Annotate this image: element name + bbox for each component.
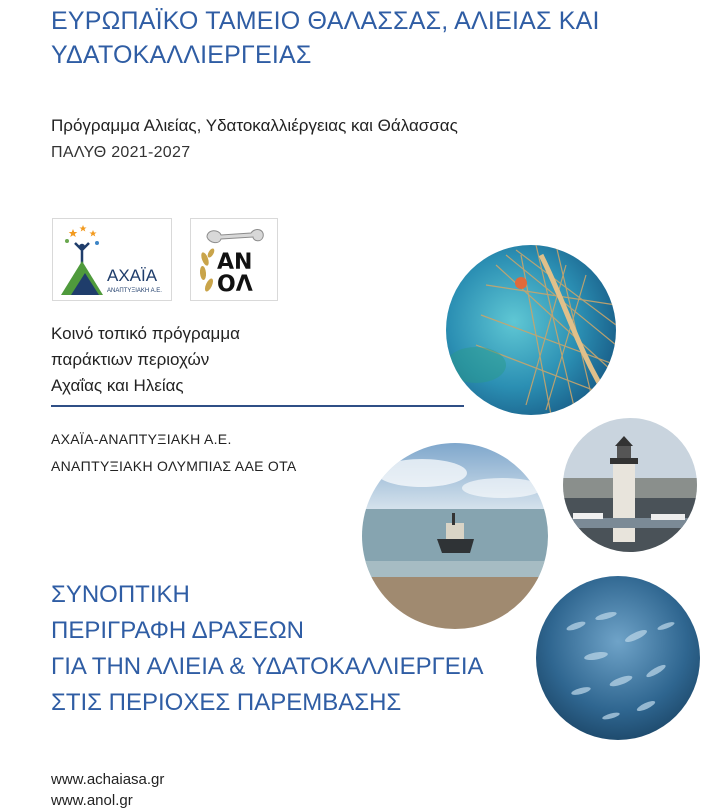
link-anol[interactable]: www.anol.gr (51, 792, 133, 809)
achaia-logo-name: ΑΧΑΪΑ (107, 266, 158, 285)
subtitle-line-4: ΣΤΙΣ ΠΕΡΙΟΧΕΣ ΠΑΡΕΜΒΑΣΗΣ (51, 689, 402, 716)
photo-fishing-nets (446, 245, 616, 415)
clld-line-2: παράκτιων περιοχών (51, 350, 210, 369)
achaia-logo (52, 218, 172, 301)
program-name: Πρόγραμμα Αλιείας, Υδατοκαλλιέργειας και Θάλασσας (51, 116, 458, 135)
subtitle-line-3: ΓΙΑ ΤΗΝ ΑΛΙΕΙΑ & ΥΔΑΤΟΚΑΛΛΙΕΡΓΕΙΑ (51, 653, 484, 680)
clld-description (51, 321, 240, 399)
link-achaiasa[interactable]: www.achaiasa.gr (51, 771, 165, 788)
anol-logo-letters-top: ΑΝ (217, 250, 253, 275)
photo-lighthouse (563, 418, 697, 552)
photo-fish-school (536, 576, 700, 740)
title-line-2: ΥΔΑΤΟΚΑΛΛΙΕΡΓΕΙΑΣ (51, 41, 312, 69)
program-period: ΠΑΛΥΘ 2021-2027 (51, 144, 191, 161)
clld-line-1: Κοινό τοπικό πρόγραμμα (51, 324, 240, 343)
anol-logo-letters-bottom: ΟΛ (217, 272, 253, 297)
anol-logo (190, 218, 278, 301)
section-divider (51, 405, 464, 407)
subtitle (51, 577, 521, 721)
agency-achaia: ΑΧΑΪΑ-ΑΝΑΠΤΥΞΙΑΚΗ Α.Ε. (51, 431, 232, 447)
achaia-logo-tagline: ΑΝΑΠΤΥΞΙΑΚΗ Α.Ε. (107, 288, 162, 294)
clld-line-3: Αχαΐας και Ηλείας (51, 376, 184, 395)
subtitle-line-1: ΣΥΝΟΠΤΙΚΗ (51, 581, 190, 608)
subtitle-line-2: ΠΕΡΙΓΡΑΦΗ ΔΡΑΣΕΩΝ (51, 617, 304, 644)
title-line-1: ΕΥΡΩΠΑΪΚΟ ΤΑΜΕΙΟ ΘΑΛΑΣΣΑΣ, ΑΛΙΕΙΑΣ ΚΑΙ (51, 7, 600, 35)
agency-olympia: ΑΝΑΠΤΥΞΙΑΚΗ ΟΛΥΜΠΙΑΣ ΑΑΕ ΟΤΑ (51, 458, 297, 474)
document-title (51, 4, 651, 72)
